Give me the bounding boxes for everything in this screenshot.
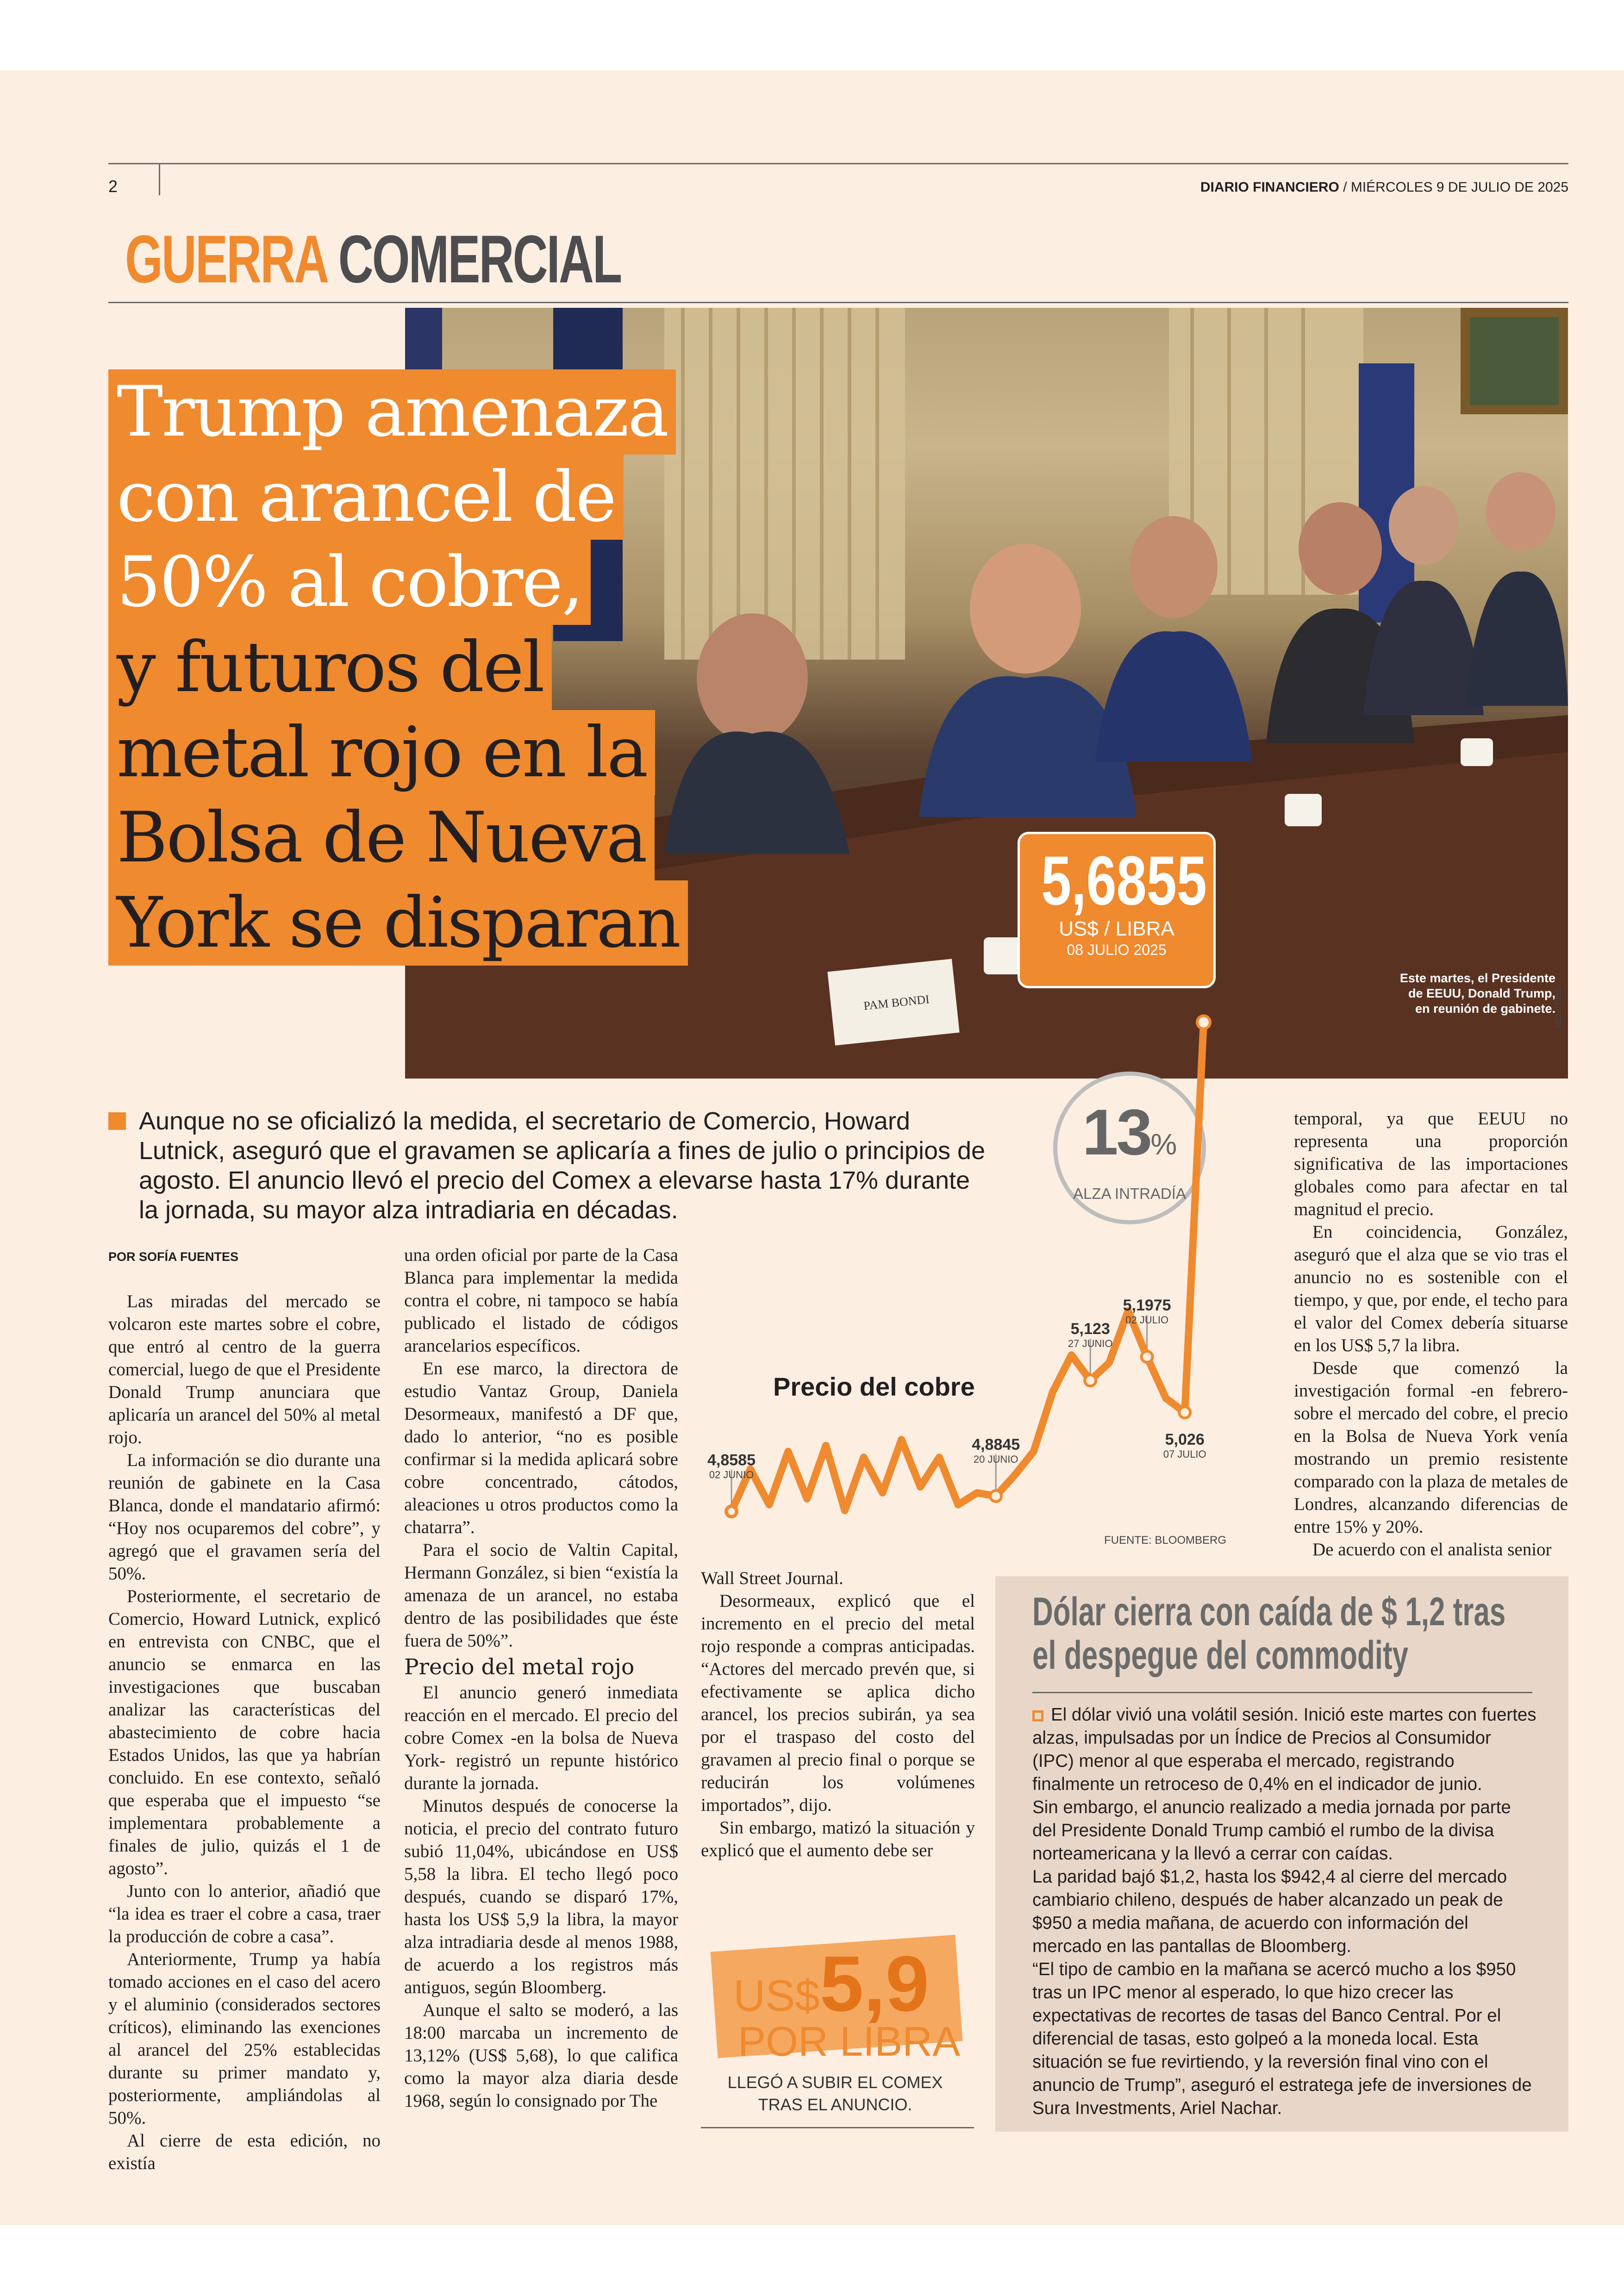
price-badge-date: 08 JULIO 2025: [1067, 942, 1167, 958]
paragraph: En ese marco, la directora de estudio Vantaz Group, Daniela Desormeaux, manifestó a DF que, dado lo anterior, “no es posible confirmar si la medida aplicará sobre cobre concentrado, cátodos, aleaciones u otros productos como la chatarra”.: [404, 1359, 678, 1537]
photo-credit: REUTERS: [1554, 987, 1563, 1028]
paragraph: Desormeaux, explicó que el incremento en el precio del metal rojo responde a compras anticipadas. “Actores del mercado prevén que, si efectivamente se aplica dicho arancel, los precios subirán, ya sea por el traspaso del costo del gravamen al precio final o porque se reducirán los volúmenes importados”, dijo.: [701, 1591, 975, 1815]
paragraph: Para el socio de Valtin Capital, Hermann González, si bien “existía la amenaza de un arancel, no estaba dentro de las posibilidades que éste fuera de 50%”.: [404, 1540, 678, 1651]
sidebar-paragraph: Sin embargo, el anuncio realizado a media jornada por parte del Presidente Donald Trump cambió el rumbo de la divisa norteamericana y la llevó a cerrar con caídas.: [1032, 1797, 1511, 1864]
chart-point-date: 02 JULIO: [1125, 1314, 1169, 1326]
chart-point: [1142, 1351, 1153, 1362]
paragraph: una orden oficial por parte de la Casa Blanca para implementar la medida contra el cobre, ni tampoco se había publicado el listado de códigos arancelarios específicos.: [404, 1245, 678, 1356]
paragraph: Junto con lo anterior, añadió que “la idea es traer el cobre a casa, traer la producción de cobre a casa”.: [108, 1881, 381, 1946]
chart-point-value: 4,8585: [707, 1451, 756, 1469]
page-number: 2: [108, 177, 118, 196]
headline-line-7: York se disparan: [108, 880, 688, 966]
price-badge: [1018, 832, 1216, 988]
sidebar-paragraph: [1032, 1703, 1537, 1796]
publication-name: DIARIO FINANCIERO: [1200, 180, 1339, 195]
section-rule: [108, 302, 1568, 303]
article-column-1: [108, 1290, 381, 2175]
paragraph: Minutos después de conocerse la noticia, el precio del contrato futuro subió 11,04%, ubicándose en US$ 5,58 la libra. El techo llegó poco después, cuando se disparó 17%, hasta los US$ 5,9 la libra, la mayor alza intradiaria desde al menos 1988, de acuerdo a los registros más antiguos, según Bloomberg.: [404, 1796, 678, 1997]
chart-point-latest: [1197, 1016, 1210, 1029]
chart-line: [731, 1023, 1204, 1512]
paragraph: temporal, ya que EEUU no representa una proporción significativa de las importaciones globales como para afectar en tal magnitud el precio.: [1294, 1109, 1568, 1219]
byline: POR SOFÍA FUENTES: [108, 1250, 239, 1264]
paragraph: Las miradas del mercado se volcaron este martes sobre el cobre, que entró al centro de la guerra comercial, luego de que el Presidente Donald Trump anunciara que aplicaría un arancel del 50% al metal rojo.: [108, 1291, 381, 1447]
pull-quote-value: 5,9: [819, 1940, 930, 2028]
headline: [108, 369, 719, 966]
sidebar-bullet-icon: [1032, 1710, 1043, 1721]
paragraph: El anuncio generó inmediata reacción en el mercado. El precio del cobre Comex -en la bolsa de Nueva York- registró un repunte histórico durante la jornada.: [404, 1683, 678, 1793]
sidebar-title-rule: [1032, 1692, 1532, 1693]
chart-point: [1179, 1407, 1190, 1418]
page-number-divider: [159, 163, 160, 195]
pull-quote-figure: [733, 1939, 929, 2029]
section-title: [125, 220, 621, 298]
headline-line-2: con arancel de: [108, 455, 624, 540]
paragraph: La información se dio durante una reunión de gabinete en la Casa Blanca, donde el mandatario afirmó: “Hoy nos ocuparemos del cobre”, y agregó que el gravamen sería del 50%.: [108, 1450, 381, 1584]
pull-quote: [701, 1935, 974, 2129]
pull-quote-text: LLEGÓ A SUBIR EL COMEX TRAS EL ANUNCIO.: [727, 2073, 943, 2114]
intraday-label: ALZA INTRADÍA: [1073, 1185, 1186, 1202]
chart-source: FUENTE: BLOOMBERG: [1104, 1534, 1227, 1547]
chart-point-date: 27 JUNIO: [1068, 1338, 1113, 1350]
chart-point-value: 4,8845: [972, 1436, 1020, 1454]
chart-point-first: [727, 1507, 736, 1516]
headline-line-6: Bolsa de Nueva: [108, 795, 655, 880]
lead-bullet-icon: [108, 1112, 126, 1130]
sidebar-paragraph-text: El dólar vivió una volátil sesión. Inició este martes con fuertes alzas, impulsadas por un Índice de Precios al Consumidor (IPC) menor al que esperaba el mercado, registrando finalmente un retroceso de 0,4% en el indicador de junio.: [1032, 1705, 1537, 1794]
sidebar-box: [995, 1576, 1568, 2132]
price-badge-value: 5,6855: [1041, 842, 1207, 919]
chart-point: [1085, 1375, 1096, 1386]
chart-title: Precio del cobre: [773, 1372, 975, 1401]
paragraph: Al cierre de esta edición, no existía: [108, 2131, 381, 2173]
paragraph: En coincidencia, González, aseguró que el alza que se vio tras el anuncio no es sostenible con el tiempo, y que, por ende, el techo para el valor del Comex debería situarse en los US$ 5,7 la libra.: [1294, 1222, 1568, 1355]
paragraph: Desde que comenzó la investigación formal -en febrero- sobre el mercado del cobre, el precio en la Bolsa de Nueva York venía mostrando un premio resistente comparado con la plaza de metales de Londres, alcanzando diferencias de entre 15% y 20%.: [1294, 1358, 1568, 1537]
chart-point-value: 5,026: [1165, 1431, 1205, 1449]
chart-point-value: 5,1975: [1123, 1297, 1171, 1315]
section-title-rest: COMERCIAL: [338, 221, 621, 297]
paragraph: Aunque el salto se moderó, a las 18:00 marcaba un incremento de 13,12% (US$ 5,68), lo que califica como la mayor alza diaria desde 1968, según lo consignado por The: [404, 2000, 678, 2111]
sidebar-title: Dólar cierra con caída de $ 1,2 tras el despegue del commodity: [1032, 1590, 1506, 1678]
chart-point-date: 02 JUNIO: [709, 1469, 754, 1481]
header-rule: [108, 163, 1568, 164]
paragraph: Posteriormente, el secretario de Comercio, Howard Lutnick, explicó en entrevista con CNBC, que el anuncio se enmarca en las investigaciones que buscaban analizar las características del abastecimiento de cobre hacia Estados Unidos, las que ya habrían concluido. En ese contexto, señaló que esperaba que el impuesto “se implementara probablemente a finales de julio, quizás el 1 de agosto”.: [108, 1586, 381, 1878]
photo-caption: Este martes, el Presidente de EEUU, Donald Trump, en reunión de gabinete.: [1399, 971, 1555, 1016]
sidebar-paragraph: “El tipo de cambio en la mañana se acercó mucho a los $950 tras un IPC menor al esperado, lo que hizo crecer las expectativas de recortes de tasas del Banco Central. Por el diferencial de tasas, esto golpeó a la moneda local. Esta situación se fue revirtiendo, y la reversión final vino con el anuncio de Trump”, aseguró el estratega jefe de inversiones de Sura Investments, Ariel Nachar.: [1032, 1959, 1532, 2118]
article-column-2: [404, 1244, 678, 2112]
article-column-3: [701, 1567, 975, 1862]
publication-date: / MIÉRCOLES 9 DE JULIO DE 2025: [1343, 180, 1568, 195]
headline-line-3: 50% al cobre,: [108, 540, 591, 625]
sidebar-body: [1032, 1703, 1537, 2120]
chart-points: [726, 1016, 1210, 1517]
headline-line-4: y futuros del: [108, 625, 552, 710]
paragraph: Wall Street Journal.: [701, 1568, 843, 1588]
pull-quote-unit: POR LIBRA: [738, 2019, 961, 2065]
intraday-suffix: %: [1150, 1128, 1177, 1161]
copper-price-chart: [694, 995, 1250, 1565]
pull-quote-rule: [701, 2127, 974, 2128]
sidebar-paragraph: La paridad bajó $1,2, hasta los $942,4 al cierre del mercado cambiario chileno, después de haber alcanzado un peak de $950 a media mañana, de acuerdo con información del mercado en las pantallas de Bloomberg.: [1032, 1867, 1507, 1956]
headline-line-5: metal rojo en la: [108, 710, 655, 795]
article-column-4: [1294, 1107, 1568, 1561]
paragraph: De acuerdo con el analista senior: [1312, 1540, 1552, 1559]
section-title-accent: GUERRA: [125, 221, 326, 297]
intraday-value: 13: [1082, 1096, 1151, 1168]
paragraph: Anteriormente, Trump ya había tomado acciones en el caso del acero y el aluminio (considerados sectores críticos), eliminando las exenciones al arancel del 25% establecidas durante su primer mandato y, posteriormente, ampliándolas al 50%.: [108, 1949, 381, 2128]
chart-point-value: 5,123: [1070, 1320, 1110, 1338]
price-badge-unit: US$ / LIBRA: [1059, 917, 1174, 940]
pull-quote-prefix: US$: [733, 1971, 820, 2021]
chart-point: [990, 1491, 1001, 1502]
headline-line-1: Trump amenaza: [108, 369, 676, 455]
chart-point-date: 07 JULIO: [1163, 1448, 1206, 1460]
subheading: Precio del metal rojo: [404, 1654, 635, 1680]
lead-paragraph: Aunque no se oficializó la medida, el secretario de Comercio, Howard Lutnick, aseguró que el gravamen se aplicaría a fines de julio o principios de agosto. El anuncio llevó el precio del Comex a elevarse hasta 17% durante la jornada, su mayor alza intradiaria en décadas.: [139, 1107, 986, 1224]
place-card-text: PAM BONDI: [862, 992, 931, 1013]
paragraph: Sin embargo, matizó la situación y explicó que el aumento debe ser: [701, 1818, 975, 1860]
chart-point-date: 20 JUNIO: [973, 1453, 1018, 1466]
masthead-info: [1200, 180, 1568, 195]
